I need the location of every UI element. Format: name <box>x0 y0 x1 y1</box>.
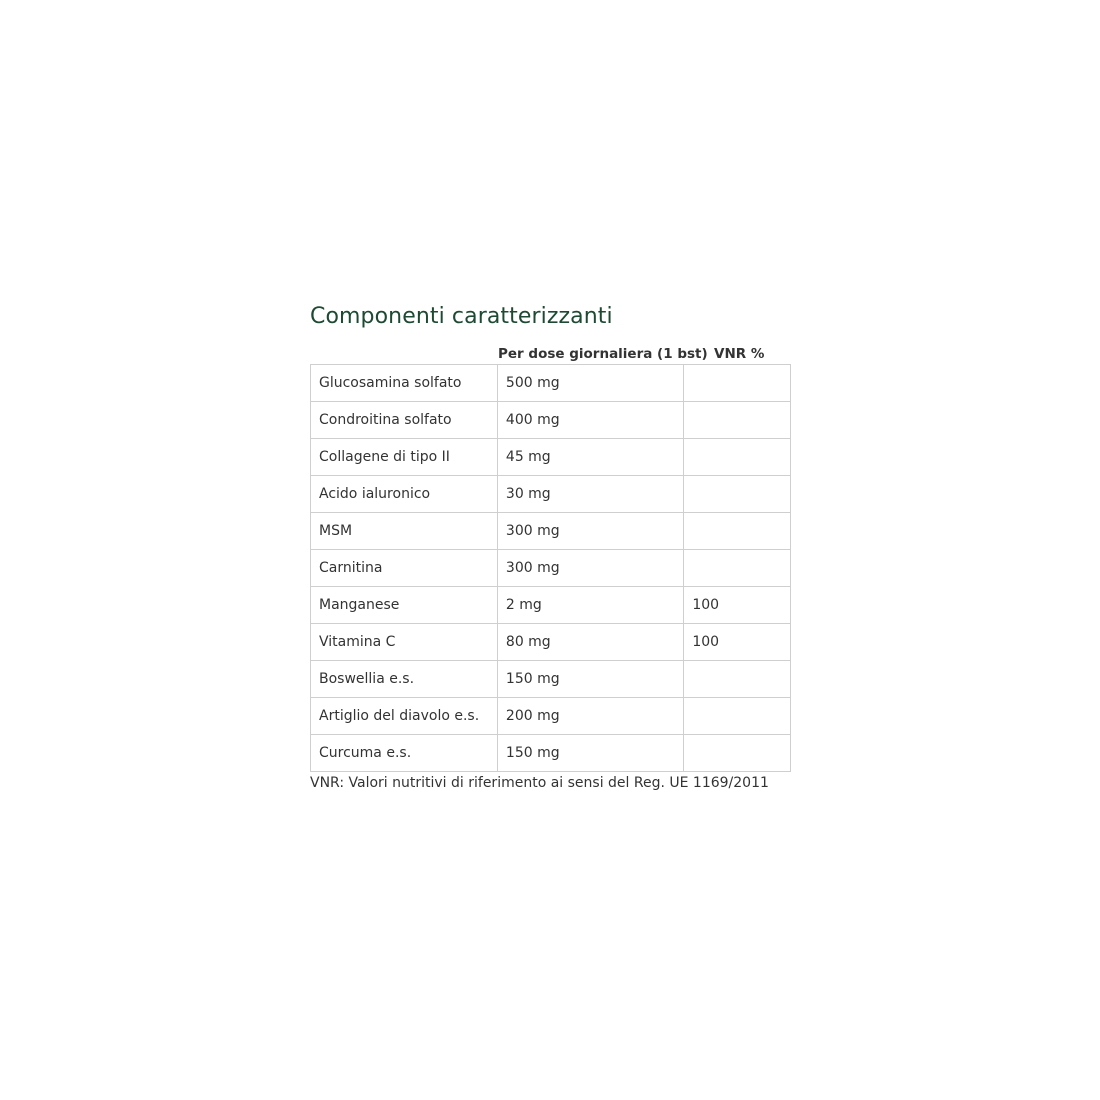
row-vnr <box>684 439 791 476</box>
row-name: Condroitina solfato <box>311 402 498 439</box>
table-row <box>311 365 791 402</box>
table-row <box>311 661 791 698</box>
table-row <box>311 439 791 476</box>
footnote: VNR: Valori nutritivi di riferimento ai sensi del Reg. UE 1169/2011 <box>310 775 769 791</box>
nutrition-panel <box>310 300 800 791</box>
row-dose: 80 mg <box>497 624 683 661</box>
row-dose: 45 mg <box>497 439 683 476</box>
row-vnr <box>684 402 791 439</box>
table-row <box>311 735 791 772</box>
row-dose: 300 mg <box>497 513 683 550</box>
table-row <box>311 402 791 439</box>
section-title: Componenti caratterizzanti <box>310 304 613 329</box>
header-vnr: VNR % <box>714 346 765 362</box>
row-name: Carnitina <box>311 550 498 587</box>
row-vnr <box>684 476 791 513</box>
row-vnr <box>684 661 791 698</box>
row-name: Artiglio del diavolo e.s. <box>311 698 498 735</box>
table-row <box>311 513 791 550</box>
table-row <box>311 476 791 513</box>
row-vnr <box>684 365 791 402</box>
row-dose: 200 mg <box>497 698 683 735</box>
row-vnr: 100 <box>684 624 791 661</box>
header-dose: Per dose giornaliera (1 bst) <box>498 346 708 362</box>
row-dose: 300 mg <box>497 550 683 587</box>
table-row <box>311 624 791 661</box>
row-dose: 30 mg <box>497 476 683 513</box>
row-name: Acido ialuronico <box>311 476 498 513</box>
row-dose: 150 mg <box>497 735 683 772</box>
row-vnr <box>684 698 791 735</box>
row-vnr <box>684 550 791 587</box>
row-dose: 150 mg <box>497 661 683 698</box>
row-vnr <box>684 513 791 550</box>
row-name: Curcuma e.s. <box>311 735 498 772</box>
row-dose: 500 mg <box>497 365 683 402</box>
row-vnr <box>684 735 791 772</box>
row-name: Vitamina C <box>311 624 498 661</box>
table-row <box>311 550 791 587</box>
row-name: Manganese <box>311 587 498 624</box>
row-name: Boswellia e.s. <box>311 661 498 698</box>
table-row <box>311 587 791 624</box>
row-dose: 400 mg <box>497 402 683 439</box>
row-name: MSM <box>311 513 498 550</box>
row-dose: 2 mg <box>497 587 683 624</box>
row-name: Glucosamina solfato <box>311 365 498 402</box>
row-name: Collagene di tipo II <box>311 439 498 476</box>
table-row <box>311 698 791 735</box>
row-vnr: 100 <box>684 587 791 624</box>
components-table <box>310 364 791 772</box>
table-header <box>310 340 800 364</box>
